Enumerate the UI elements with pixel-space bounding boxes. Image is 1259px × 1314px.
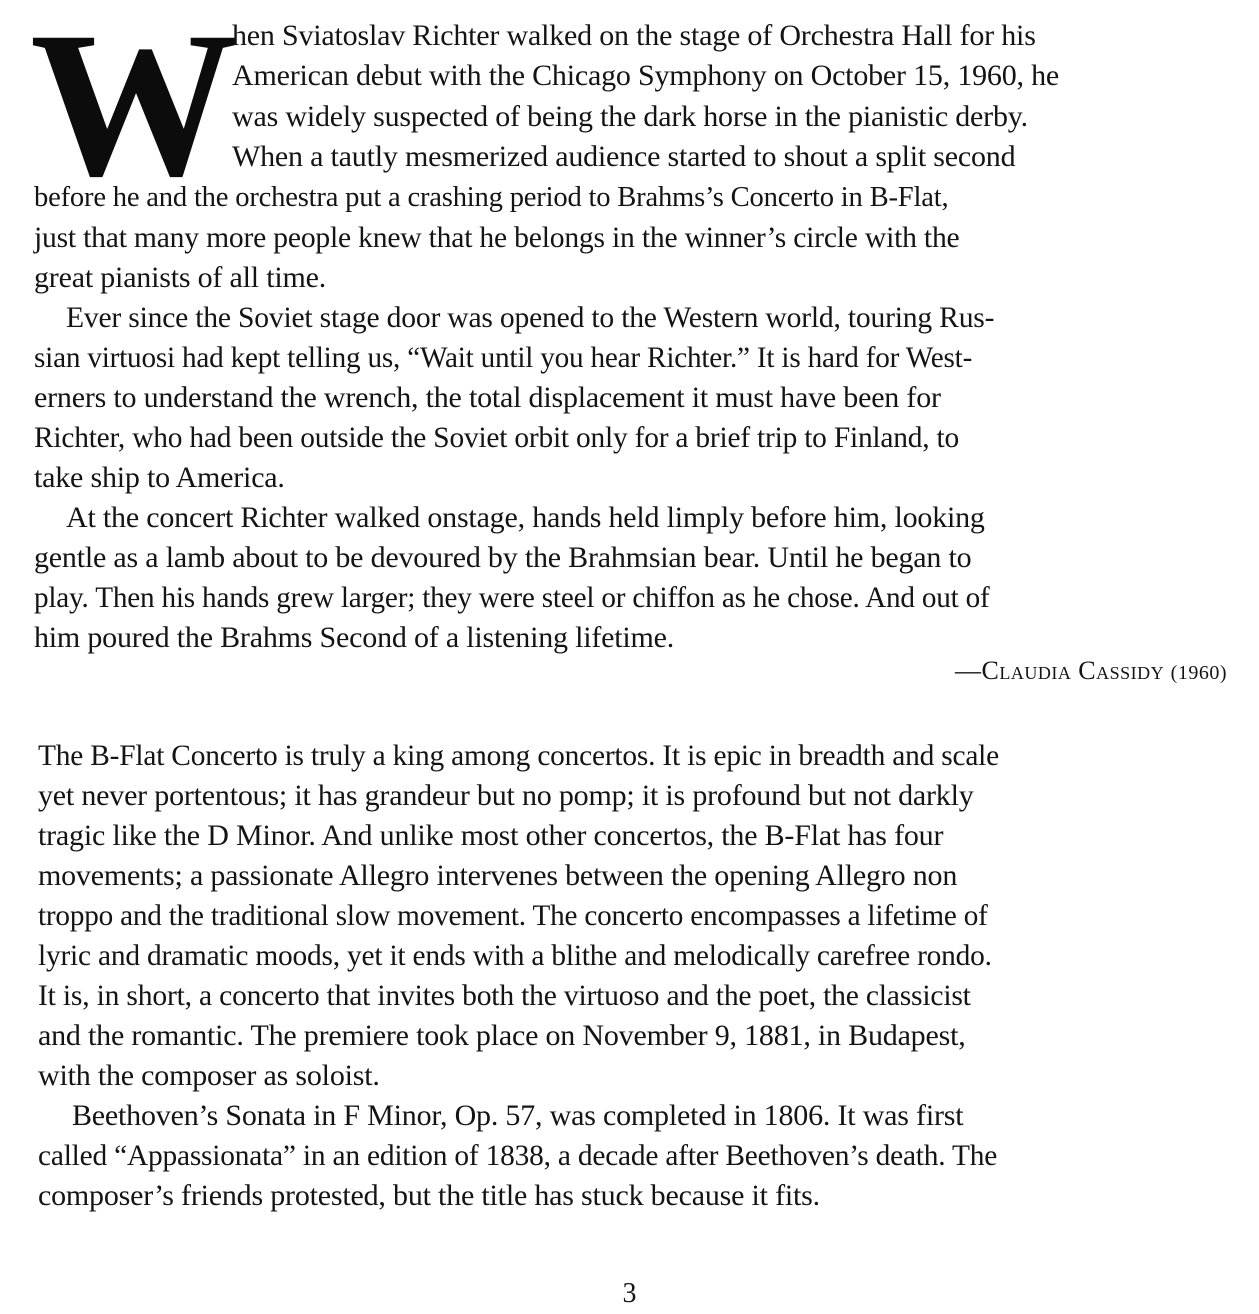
essay-line: composer’s friends protested, but the title has stuck because it fits. xyxy=(38,1179,820,1212)
attribution-year: (1960) xyxy=(1170,662,1227,684)
essay-line: just that many more people knew that he belongs in the winner’s circle with the xyxy=(34,222,960,254)
essay-line: lyric and dramatic moods, yet it ends with a blithe and melodically carefree rondo. xyxy=(38,940,992,972)
essay-line: and the romantic. The premiere took place on November 9, 1881, in Budapest, xyxy=(38,1019,966,1052)
essay-line: hen Sviatoslav Richter walked on the stage of Orchestra Hall for his xyxy=(232,19,1036,52)
essay-line: take ship to America. xyxy=(34,461,285,494)
essay-line: At the concert Richter walked onstage, hands held limply before him, looking xyxy=(66,501,985,534)
essay-line: yet never portentous; it has grandeur but no pomp; it is profound but not darkly xyxy=(38,779,974,812)
essay-line: tragic like the D Minor. And unlike most other concertos, the B-Flat has four xyxy=(38,819,944,852)
attribution-name: —Claudia Cassidy xyxy=(954,656,1165,685)
essay-line: him poured the Brahms Second of a listening lifetime. xyxy=(34,621,675,654)
essay-line: called “Appassionata” in an edition of 1838, a decade after Beethoven’s death. The xyxy=(38,1140,998,1172)
attribution xyxy=(955,656,1227,688)
page-number: 3 xyxy=(622,1278,637,1309)
essay-line: Ever since the Soviet stage door was opened to the Western world, touring Rus- xyxy=(66,302,995,334)
essay-line: gentle as a lamb about to be devoured by the Brahmsian bear. Until he began to xyxy=(34,541,972,574)
essay-line: It is, in short, a concerto that invites both the virtuoso and the poet, the classicist xyxy=(38,980,971,1012)
essay-line: play. Then his hands grew larger; they were steel or chiffon as he chose. And out of xyxy=(34,582,990,614)
essay-line: Beethoven’s Sonata in F Minor, Op. 57, was completed in 1806. It was first xyxy=(72,1099,964,1132)
essay-line: erners to understand the wrench, the total displacement it must have been for xyxy=(34,381,941,414)
essay-line: When a tautly mesmerized audience started to shout a split second xyxy=(232,140,1016,173)
drop-cap: W xyxy=(30,0,232,219)
essay-line: troppo and the traditional slow movement. The concerto encompasses a lifetime of xyxy=(38,900,988,932)
essay-line: with the composer as soloist. xyxy=(38,1059,380,1092)
essay-line: was widely suspected of being the dark horse in the pianistic derby. xyxy=(232,100,1028,133)
essay-line: before he and the orchestra put a crashing period to Brahms’s Concerto in B-Flat, xyxy=(34,182,949,213)
essay-line: movements; a passionate Allegro intervenes between the opening Allegro non xyxy=(38,859,958,892)
essay-line: American debut with the Chicago Symphony on October 15, 1960, he xyxy=(232,59,1060,92)
essay-line: great pianists of all time. xyxy=(34,261,327,294)
essay-line: Richter, who had been outside the Soviet orbit only for a brief trip to Finland, to xyxy=(34,422,959,454)
essay-line: The B-Flat Concerto is truly a king among concertos. It is epic in breadth and scale xyxy=(38,740,999,772)
essay-line: sian virtuosi had kept telling us, “Wait until you hear Richter.” It is hard for West- xyxy=(34,342,973,374)
